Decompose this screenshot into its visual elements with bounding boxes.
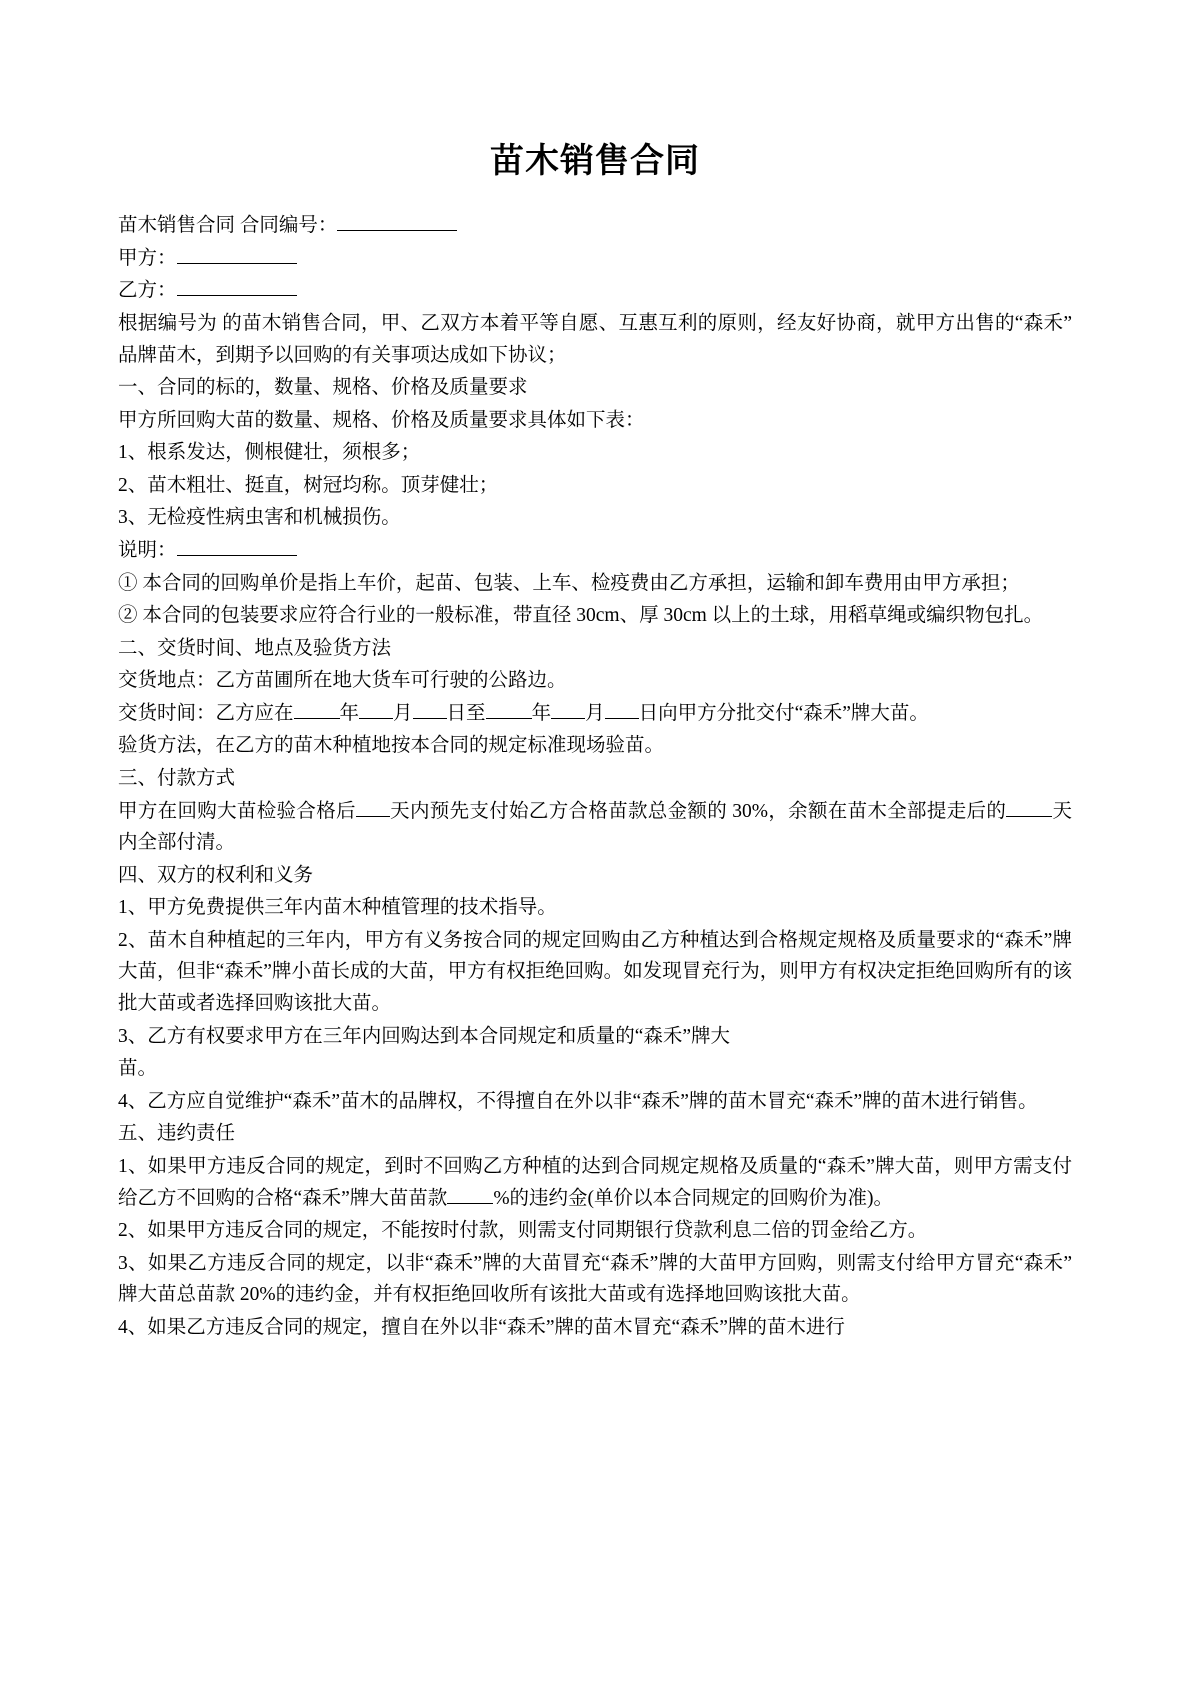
fill-in-blank[interactable]	[413, 699, 447, 719]
fill-in-blank[interactable]	[177, 244, 297, 264]
paragraph-text: 验货方法，在乙方的苗木种植地按本合同的规定标准现场验苗。	[118, 735, 665, 757]
paragraph-text: 1、如果甲方违反合同的规定，到时不回购乙方种植的达到合同规定规格及质量的“森禾”牌大苗，则甲方需支付给乙方不回购的合格“森禾”牌大苗苗款	[118, 1155, 1072, 1209]
paragraph-text: 二、交货时间、地点及验货方法	[118, 637, 392, 659]
paragraph-text: 一、合同的标的，数量、规格、价格及质量要求	[118, 377, 528, 399]
paragraph-text: 根据编号为 的苗木销售合同，甲、乙双方本着平等自愿、互惠互利的原则，经友好协商，就甲方出售的“森禾”品牌苗木，到期予以回购的有关事项达成如下协议；	[118, 312, 1072, 366]
paragraph	[118, 1248, 1072, 1311]
paragraph	[118, 860, 1072, 892]
paragraph-text: 3、乙方有权要求甲方在三年内回购达到本合同规定和质量的“森禾”牌大	[118, 1025, 731, 1047]
fill-in-blank[interactable]	[447, 1184, 493, 1204]
paragraph-text: 日至	[446, 702, 486, 724]
paragraph-text: 年	[339, 702, 360, 724]
paragraph	[118, 1021, 1072, 1053]
paragraph-text: 甲方所回购大苗的数量、规格、价格及质量要求具体如下表：	[118, 409, 645, 431]
paragraph-text: 三、付款方式	[118, 768, 236, 790]
paragraph-text: 交货时间：乙方应在	[118, 702, 294, 724]
paragraph-text: 日向甲方分批交付“森禾”牌大苗。	[638, 702, 929, 724]
fill-in-blank[interactable]	[177, 536, 297, 556]
paragraph	[118, 502, 1072, 534]
paragraph	[118, 210, 1072, 242]
paragraph	[118, 308, 1072, 371]
paragraph	[118, 437, 1072, 469]
paragraph	[118, 535, 1072, 567]
fill-in-blank[interactable]	[551, 699, 585, 719]
paragraph-text: 甲方在回购大苗检验合格后	[118, 800, 356, 822]
paragraph-text: 3、无检疫性病虫害和机械损伤。	[118, 507, 401, 529]
paragraph	[118, 698, 1072, 730]
field-label: 乙方：	[118, 280, 177, 302]
paragraph	[118, 1118, 1072, 1150]
paragraph	[118, 1053, 1072, 1085]
paragraph	[118, 1151, 1072, 1214]
paragraph	[118, 405, 1072, 437]
paragraph	[118, 925, 1072, 1020]
paragraph-text: 4、乙方应自觉维护“森禾”苗木的品牌权，不得擅自在外以非“森禾”牌的苗木冒充“森禾”牌的苗木进行销售。	[118, 1090, 1038, 1112]
paragraph-text: 4、如果乙方违反合同的规定，擅自在外以非“森禾”牌的苗木冒充“森禾”牌的苗木进行	[118, 1316, 845, 1338]
paragraph-text: 3、如果乙方违反合同的规定，以非“森禾”牌的大苗冒充“森禾”牌的大苗甲方回购，则需支付给甲方冒充“森禾”牌大苗总苗款 20%的违约金，并有权拒绝回收所有该批大苗或有选择地回购该批大苗。	[118, 1252, 1072, 1306]
paragraph	[118, 665, 1072, 697]
field-label: 说明：	[118, 539, 177, 561]
paragraph	[118, 633, 1072, 665]
paragraph	[118, 730, 1072, 762]
fill-in-blank[interactable]	[359, 699, 393, 719]
fill-in-blank[interactable]	[337, 212, 457, 232]
paragraph	[118, 796, 1072, 859]
paragraph-text: 2、苗木粗壮、挺直，树冠均称。顶芽健壮；	[118, 474, 499, 496]
paragraph-text: 月	[393, 702, 413, 724]
paragraph	[118, 1215, 1072, 1247]
fill-in-blank[interactable]	[294, 699, 340, 719]
paragraph	[118, 600, 1072, 632]
paragraph-text: 月	[585, 702, 605, 724]
paragraph-text: 天内预先支付始乙方合格苗款总金额的 30%，余额在苗木全部提走后的	[389, 800, 1007, 822]
page-title: 苗木销售合同	[490, 143, 700, 180]
paragraph-text: 2、苗木自种植起的三年内，甲方有义务按合同的规定回购由乙方种植达到合格规定规格及质量要求的“森禾”牌大苗，但非“森禾”牌小苗长成的大苗，甲方有权拒绝回购。如发现冒充行为，则甲方有权决定拒绝回购所有的该批大苗或者选择回购该批大苗。	[118, 929, 1072, 1015]
field-label: 甲方：	[118, 247, 177, 269]
paragraph-text: 2、如果甲方违反合同的规定，不能按时付款，则需支付同期银行贷款利息二倍的罚金给乙方。	[118, 1220, 928, 1242]
paragraph	[118, 275, 1072, 307]
document-body	[118, 210, 1072, 1343]
paragraph	[118, 470, 1072, 502]
paragraph-text: 五、违约责任	[118, 1123, 236, 1145]
paragraph-text: 1、甲方免费提供三年内苗木种植管理的技术指导。	[118, 897, 557, 919]
paragraph	[118, 243, 1072, 275]
paragraph-text: 交货地点：乙方苗圃所在地大货车可行驶的公路边。	[118, 670, 567, 692]
paragraph	[118, 1086, 1072, 1118]
paragraph-text: 1、根系发达，侧根健壮，须根多；	[118, 442, 421, 464]
fill-in-blank[interactable]	[605, 699, 639, 719]
paragraph	[118, 568, 1072, 600]
fill-in-blank[interactable]	[1006, 797, 1052, 817]
paragraph	[118, 763, 1072, 795]
paragraph-text: 天内全部付清。	[118, 800, 1072, 854]
paragraph-text: ① 本合同的回购单价是指上车价，起苗、包装、上车、检疫费由乙方承担，运输和卸车费用由甲方承担；	[118, 572, 1020, 594]
paragraph	[118, 372, 1072, 404]
fill-in-blank[interactable]	[177, 277, 297, 297]
paragraph-text: 苗。	[118, 1058, 158, 1080]
paragraph	[118, 1312, 1072, 1344]
fill-in-blank[interactable]	[486, 699, 532, 719]
paragraph-text: ② 本合同的包装要求应符合行业的一般标准，带直径 30cm、厚 30cm 以上的土球，用稻草绳或编织物包扎。	[118, 605, 1044, 627]
paragraph	[118, 892, 1072, 924]
field-label: 苗木销售合同 合同编号：	[118, 215, 338, 237]
fill-in-blank[interactable]	[356, 797, 390, 817]
paragraph-text: 年	[531, 702, 552, 724]
paragraph-text: %的违约金(单价以本合同规定的回购价为准)。	[493, 1187, 894, 1209]
paragraph-text: 四、双方的权利和义务	[118, 864, 314, 886]
